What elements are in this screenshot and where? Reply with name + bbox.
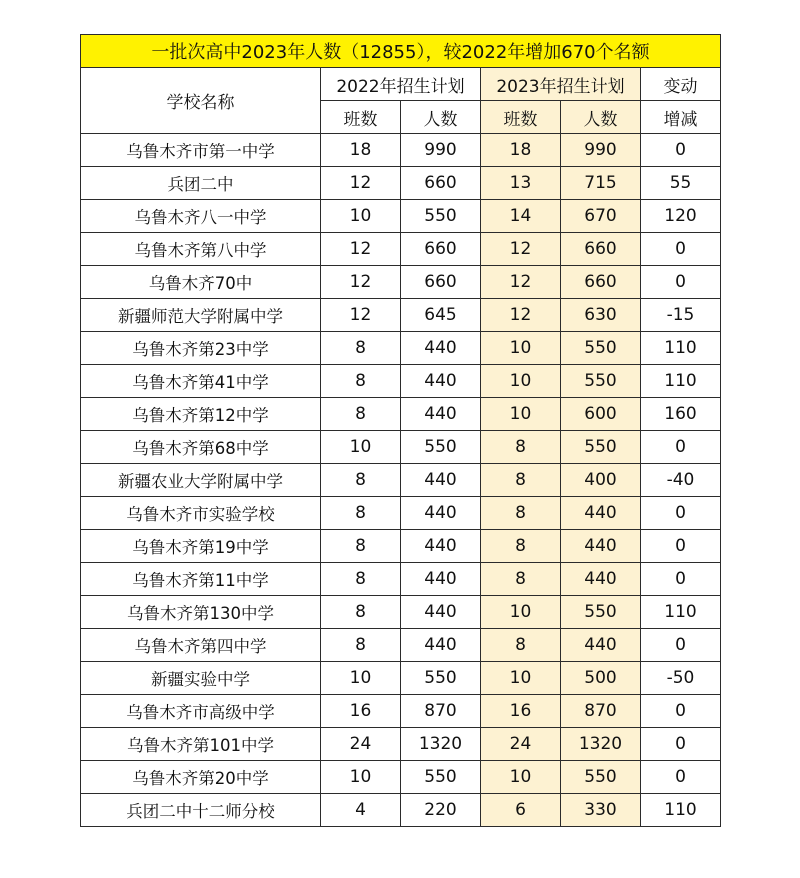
classes-2023-cell: 10: [481, 662, 561, 695]
change-cell: -50: [641, 662, 721, 695]
students-2022-cell: 440: [401, 464, 481, 497]
table-row: [81, 332, 721, 365]
school-name-cell: 乌鲁木齐第20中学: [81, 761, 321, 794]
students-2023-cell: 660: [561, 266, 641, 299]
classes-2022-cell: 10: [321, 431, 401, 464]
table-row: [81, 431, 721, 464]
classes-2023-cell: 10: [481, 365, 561, 398]
school-name-cell: 兵团二中十二师分校: [81, 794, 321, 827]
students-2022-cell: 550: [401, 761, 481, 794]
table-row: [81, 794, 721, 827]
students-2023-cell: 550: [561, 365, 641, 398]
classes-2023-cell: 14: [481, 200, 561, 233]
table-row: [81, 629, 721, 662]
students-2022-cell: 645: [401, 299, 481, 332]
students-2023-cell: 670: [561, 200, 641, 233]
classes-2022-header: 班数: [321, 101, 401, 134]
classes-2023-cell: 8: [481, 629, 561, 662]
classes-2022-cell: 8: [321, 398, 401, 431]
school-name-cell: 新疆实验中学: [81, 662, 321, 695]
classes-2022-cell: 12: [321, 299, 401, 332]
classes-2023-cell: 10: [481, 398, 561, 431]
table-row: [81, 728, 721, 761]
classes-2023-header: 班数: [481, 101, 561, 134]
students-2022-cell: 550: [401, 431, 481, 464]
students-2023-cell: 660: [561, 233, 641, 266]
school-name-cell: 乌鲁木齐市高级中学: [81, 695, 321, 728]
classes-2023-cell: 8: [481, 563, 561, 596]
classes-2022-cell: 24: [321, 728, 401, 761]
classes-2023-cell: 6: [481, 794, 561, 827]
table-row: [81, 596, 721, 629]
table-row: [81, 662, 721, 695]
school-name-cell: 乌鲁木齐第23中学: [81, 332, 321, 365]
table-row: [81, 167, 721, 200]
change-cell: -40: [641, 464, 721, 497]
change-cell: 110: [641, 365, 721, 398]
change-cell: 0: [641, 530, 721, 563]
classes-2022-cell: 10: [321, 761, 401, 794]
enrollment-plan-table: [80, 34, 721, 827]
students-2022-cell: 220: [401, 794, 481, 827]
classes-2022-cell: 10: [321, 662, 401, 695]
classes-2022-cell: 8: [321, 332, 401, 365]
students-2023-cell: 550: [561, 431, 641, 464]
table-row: [81, 563, 721, 596]
school-name-cell: 乌鲁木齐市第一中学: [81, 134, 321, 167]
students-2022-cell: 870: [401, 695, 481, 728]
students-2023-cell: 1320: [561, 728, 641, 761]
table-row: [81, 200, 721, 233]
students-2023-cell: 500: [561, 662, 641, 695]
students-2023-cell: 990: [561, 134, 641, 167]
classes-2022-cell: 4: [321, 794, 401, 827]
change-cell: 160: [641, 398, 721, 431]
classes-2022-cell: 16: [321, 695, 401, 728]
school-name-cell: 乌鲁木齐第11中学: [81, 563, 321, 596]
table-row: [81, 134, 721, 167]
plan-2022-header: 2022年招生计划: [321, 68, 481, 101]
table-row: [81, 398, 721, 431]
students-2022-cell: 550: [401, 200, 481, 233]
table-title: 一批次高中2023年人数（12855），较2022年增加670个名额: [81, 35, 721, 68]
change-cell: 120: [641, 200, 721, 233]
table-row: [81, 497, 721, 530]
increase-decrease-header: 增减: [641, 101, 721, 134]
classes-2023-cell: 24: [481, 728, 561, 761]
school-name-cell: 兵团二中: [81, 167, 321, 200]
change-cell: 0: [641, 266, 721, 299]
students-2023-cell: 600: [561, 398, 641, 431]
classes-2023-cell: 12: [481, 266, 561, 299]
classes-2023-cell: 8: [481, 464, 561, 497]
classes-2022-cell: 12: [321, 266, 401, 299]
plan-2023-header: 2023年招生计划: [481, 68, 641, 101]
table-row: [81, 761, 721, 794]
students-2023-cell: 400: [561, 464, 641, 497]
students-2022-cell: 440: [401, 596, 481, 629]
header-row-1: [81, 68, 721, 101]
table-row: [81, 530, 721, 563]
classes-2023-cell: 8: [481, 530, 561, 563]
classes-2022-cell: 8: [321, 629, 401, 662]
change-cell: 0: [641, 134, 721, 167]
school-name-cell: 新疆农业大学附属中学: [81, 464, 321, 497]
school-name-cell: 乌鲁木齐八一中学: [81, 200, 321, 233]
classes-2022-cell: 18: [321, 134, 401, 167]
classes-2023-cell: 12: [481, 233, 561, 266]
school-name-header: 学校名称: [81, 68, 321, 134]
students-2023-cell: 440: [561, 530, 641, 563]
students-2023-cell: 870: [561, 695, 641, 728]
students-2022-cell: 440: [401, 365, 481, 398]
school-name-cell: 乌鲁木齐第12中学: [81, 398, 321, 431]
classes-2022-cell: 8: [321, 596, 401, 629]
students-2022-cell: 440: [401, 629, 481, 662]
school-name-cell: 乌鲁木齐第68中学: [81, 431, 321, 464]
school-name-cell: 乌鲁木齐第101中学: [81, 728, 321, 761]
students-2022-cell: 660: [401, 233, 481, 266]
students-2023-cell: 440: [561, 497, 641, 530]
classes-2023-cell: 12: [481, 299, 561, 332]
change-cell: 110: [641, 596, 721, 629]
students-2023-cell: 440: [561, 629, 641, 662]
change-cell: 55: [641, 167, 721, 200]
school-name-cell: 乌鲁木齐第41中学: [81, 365, 321, 398]
table-row: [81, 266, 721, 299]
change-cell: -15: [641, 299, 721, 332]
change-header: 变动: [641, 68, 721, 101]
students-2023-cell: 550: [561, 332, 641, 365]
change-cell: 0: [641, 695, 721, 728]
classes-2023-cell: 16: [481, 695, 561, 728]
school-name-cell: 新疆师范大学附属中学: [81, 299, 321, 332]
classes-2023-cell: 10: [481, 761, 561, 794]
classes-2022-cell: 8: [321, 365, 401, 398]
students-2022-cell: 660: [401, 266, 481, 299]
students-2023-cell: 550: [561, 596, 641, 629]
students-2023-cell: 715: [561, 167, 641, 200]
students-2023-header: 人数: [561, 101, 641, 134]
students-2023-cell: 440: [561, 563, 641, 596]
classes-2023-cell: 18: [481, 134, 561, 167]
classes-2023-cell: 10: [481, 596, 561, 629]
classes-2023-cell: 10: [481, 332, 561, 365]
students-2022-cell: 1320: [401, 728, 481, 761]
change-cell: 0: [641, 233, 721, 266]
school-name-cell: 乌鲁木齐70中: [81, 266, 321, 299]
students-2022-cell: 550: [401, 662, 481, 695]
change-cell: 0: [641, 563, 721, 596]
school-name-cell: 乌鲁木齐第19中学: [81, 530, 321, 563]
students-2022-header: 人数: [401, 101, 481, 134]
change-cell: 0: [641, 431, 721, 464]
students-2022-cell: 440: [401, 530, 481, 563]
change-cell: 0: [641, 728, 721, 761]
school-name-cell: 乌鲁木齐第130中学: [81, 596, 321, 629]
change-cell: 110: [641, 794, 721, 827]
change-cell: 0: [641, 761, 721, 794]
students-2023-cell: 630: [561, 299, 641, 332]
students-2022-cell: 440: [401, 563, 481, 596]
classes-2022-cell: 12: [321, 233, 401, 266]
classes-2023-cell: 13: [481, 167, 561, 200]
students-2022-cell: 440: [401, 398, 481, 431]
classes-2022-cell: 8: [321, 563, 401, 596]
change-cell: 0: [641, 497, 721, 530]
students-2022-cell: 440: [401, 497, 481, 530]
students-2023-cell: 330: [561, 794, 641, 827]
table-row: [81, 299, 721, 332]
change-cell: 0: [641, 629, 721, 662]
students-2023-cell: 550: [561, 761, 641, 794]
classes-2022-cell: 8: [321, 497, 401, 530]
classes-2022-cell: 8: [321, 464, 401, 497]
table-row: [81, 233, 721, 266]
school-name-cell: 乌鲁木齐第四中学: [81, 629, 321, 662]
title-row: [81, 35, 721, 68]
classes-2022-cell: 8: [321, 530, 401, 563]
students-2022-cell: 660: [401, 167, 481, 200]
classes-2023-cell: 8: [481, 431, 561, 464]
school-name-cell: 乌鲁木齐市实验学校: [81, 497, 321, 530]
classes-2023-cell: 8: [481, 497, 561, 530]
table-row: [81, 365, 721, 398]
students-2022-cell: 440: [401, 332, 481, 365]
classes-2022-cell: 10: [321, 200, 401, 233]
classes-2022-cell: 12: [321, 167, 401, 200]
table-row: [81, 464, 721, 497]
school-name-cell: 乌鲁木齐第八中学: [81, 233, 321, 266]
students-2022-cell: 990: [401, 134, 481, 167]
change-cell: 110: [641, 332, 721, 365]
table-row: [81, 695, 721, 728]
